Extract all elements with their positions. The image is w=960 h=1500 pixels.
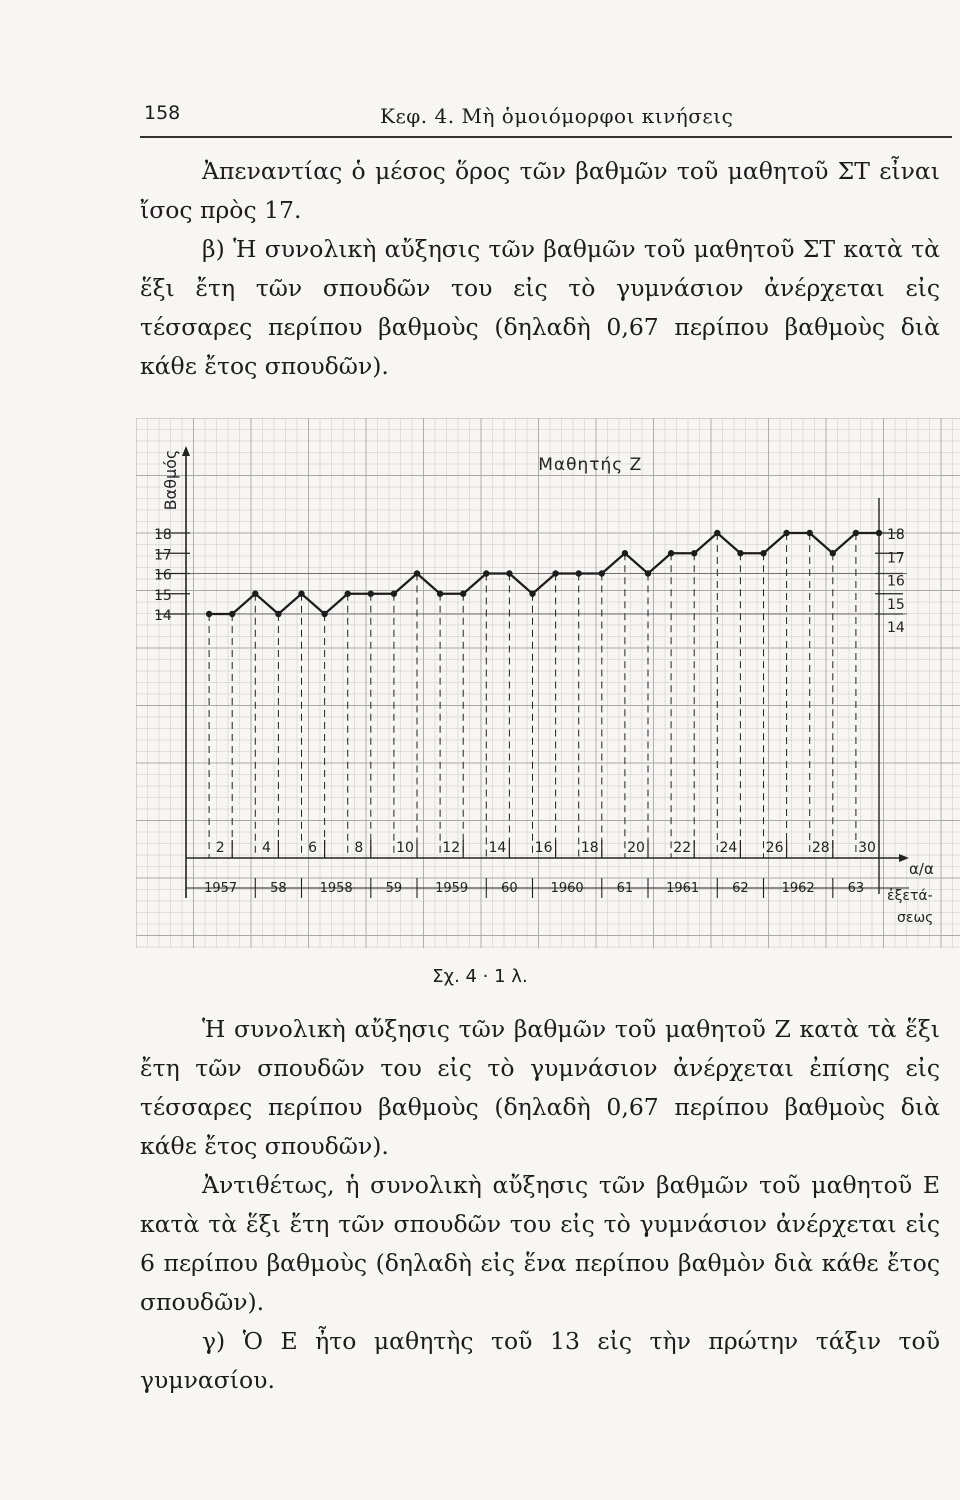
data-point bbox=[783, 530, 789, 536]
data-point bbox=[460, 591, 466, 597]
x-tick-label: 2 bbox=[215, 840, 225, 856]
y-tick-label-right: 15 bbox=[887, 596, 905, 613]
x-axis-label-part1: α/α bbox=[909, 860, 934, 878]
y-axis-arrow bbox=[182, 446, 190, 456]
data-point bbox=[876, 530, 882, 536]
figure-caption: Σχ. 4 · 1 λ. bbox=[432, 966, 528, 987]
year-label: 1958 bbox=[319, 881, 353, 896]
year-label: 1960 bbox=[550, 881, 584, 896]
x-tick-label: 16 bbox=[534, 840, 553, 856]
data-point bbox=[714, 530, 720, 536]
y-tick-label-right: 16 bbox=[887, 573, 905, 590]
y-tick-label-right: 17 bbox=[887, 550, 905, 567]
figure-chart bbox=[136, 418, 960, 958]
year-label: 1959 bbox=[435, 881, 469, 896]
data-point bbox=[599, 570, 605, 576]
year-label: 61 bbox=[616, 881, 634, 896]
data-point bbox=[414, 570, 420, 576]
chart-grid bbox=[136, 418, 960, 948]
data-point bbox=[506, 570, 512, 576]
data-point bbox=[391, 591, 397, 597]
x-tick-label: 24 bbox=[719, 840, 738, 856]
year-label: 1962 bbox=[781, 881, 815, 896]
chart-title: Μαθητής Ζ bbox=[538, 455, 643, 475]
y-axis-label: Βαθμός bbox=[161, 449, 180, 511]
data-point bbox=[368, 591, 374, 597]
data-point bbox=[737, 550, 743, 556]
x-tick-label: 20 bbox=[627, 840, 645, 856]
x-tick-label: 18 bbox=[580, 840, 599, 856]
data-point bbox=[552, 570, 558, 576]
year-label: 60 bbox=[501, 881, 518, 896]
x-tick-label: 4 bbox=[261, 840, 271, 856]
page-number: 158 bbox=[144, 102, 181, 124]
x-tick-label: 28 bbox=[811, 840, 830, 856]
data-point bbox=[298, 591, 304, 597]
chart-svg bbox=[136, 418, 960, 958]
data-point bbox=[252, 591, 258, 597]
year-label: 62 bbox=[732, 881, 749, 896]
data-point bbox=[321, 611, 327, 617]
data-point bbox=[483, 570, 489, 576]
x-tick-label: 8 bbox=[354, 840, 364, 856]
y-tick-label-left: 14 bbox=[154, 608, 172, 624]
x-tick-label: 12 bbox=[442, 840, 461, 856]
data-point bbox=[830, 550, 836, 556]
year-label: 59 bbox=[385, 881, 403, 896]
year-label: 1957 bbox=[204, 881, 238, 896]
x-tick-label: 22 bbox=[673, 840, 692, 856]
data-point bbox=[229, 611, 235, 617]
paragraph-1: Ἀπεναντίας ὁ μέσος ὅρος τῶν βαθμῶν τοῦ μαθητοῦ ΣΤ εἶναι ἴσος πρὸς 17. bbox=[140, 157, 940, 224]
data-point bbox=[807, 530, 813, 536]
data-point bbox=[853, 530, 859, 536]
x-axis-label-part2: ἐξετά- bbox=[887, 888, 933, 904]
x-axis-label-part3: σεως bbox=[897, 910, 934, 926]
y-tick-label-right: 14 bbox=[887, 620, 905, 636]
data-point bbox=[437, 591, 443, 597]
paragraph-2: β) Ἡ συνολικὴ αὔξησις τῶν βαθμῶν τοῦ μαθητοῦ ΣΤ κατὰ τὰ ἕξι ἔτη τῶν σπουδῶν του εἰς τὸ γυμνάσιον ἀνέρχεται εἰς τέσσαρες περίπου βαθμοὺς (δηλαδὴ 0,67 περίπου βαθμοὺς διὰ κάθε ἔτος σπουδῶν). bbox=[140, 235, 940, 380]
y-tick-label-left: 16 bbox=[154, 567, 172, 584]
header-rule bbox=[140, 136, 952, 138]
y-tick-label-left: 15 bbox=[154, 587, 172, 604]
data-point bbox=[529, 591, 535, 597]
x-tick-label: 14 bbox=[488, 840, 507, 856]
x-tick-label: 10 bbox=[396, 840, 414, 856]
data-point bbox=[275, 611, 281, 617]
data-point bbox=[622, 550, 628, 556]
x-tick-label: 30 bbox=[858, 840, 876, 856]
y-tick-label-right: 18 bbox=[887, 527, 905, 543]
y-tick-label-left: 17 bbox=[154, 547, 172, 564]
running-head: Κεφ. 4. Μὴ ὁμοιόμορφοι κινήσεις bbox=[380, 104, 734, 128]
year-label: 63 bbox=[847, 881, 865, 896]
year-label: 1961 bbox=[666, 881, 700, 896]
data-point bbox=[206, 611, 212, 617]
paragraph-4: Ἀντιθέτως, ἡ συνολικὴ αὔξησις τῶν βαθμῶν τοῦ μαθητοῦ Ε κατὰ τὰ ἕξι ἔτη τῶν σπουδῶν του εἰς τὸ γυμνάσιον ἀνέρχεται εἰς 6 περίπου βαθμοὺς (δηλαδὴ εἰς ἕνα περίπου βαθμὸν διὰ κάθε ἔτος σπουδῶν). bbox=[140, 1171, 940, 1316]
page-header bbox=[140, 102, 952, 142]
year-label: 58 bbox=[270, 881, 287, 896]
data-point bbox=[668, 550, 674, 556]
x-tick-label: 26 bbox=[765, 840, 784, 856]
x-tick-label: 6 bbox=[308, 840, 318, 856]
chart-labels bbox=[154, 450, 934, 926]
paragraph-5: γ) Ὁ Ε ἦτο μαθητὴς τοῦ 13 εἰς τὴν πρώτην τάξιν τοῦ γυμνασίου. bbox=[140, 1327, 940, 1394]
data-point bbox=[760, 550, 766, 556]
paragraph-3: Ἡ συνολικὴ αὔξησις τῶν βαθμῶν τοῦ μαθητοῦ Ζ κατὰ τὰ ἕξι ἔτη τῶν σπουδῶν του εἰς τὸ γυμνάσιον ἀνέρχεται ἐπίσης εἰς τέσσαρες περίπου βαθμοὺς (δηλαδὴ 0,67 περίπου βαθμοὺς διὰ κάθε ἔτος σπουδῶν). bbox=[140, 1015, 940, 1160]
data-point bbox=[691, 550, 697, 556]
data-point bbox=[345, 591, 351, 597]
data-point bbox=[576, 570, 582, 576]
y-tick-label-left: 18 bbox=[154, 527, 172, 543]
data-point bbox=[645, 570, 651, 576]
